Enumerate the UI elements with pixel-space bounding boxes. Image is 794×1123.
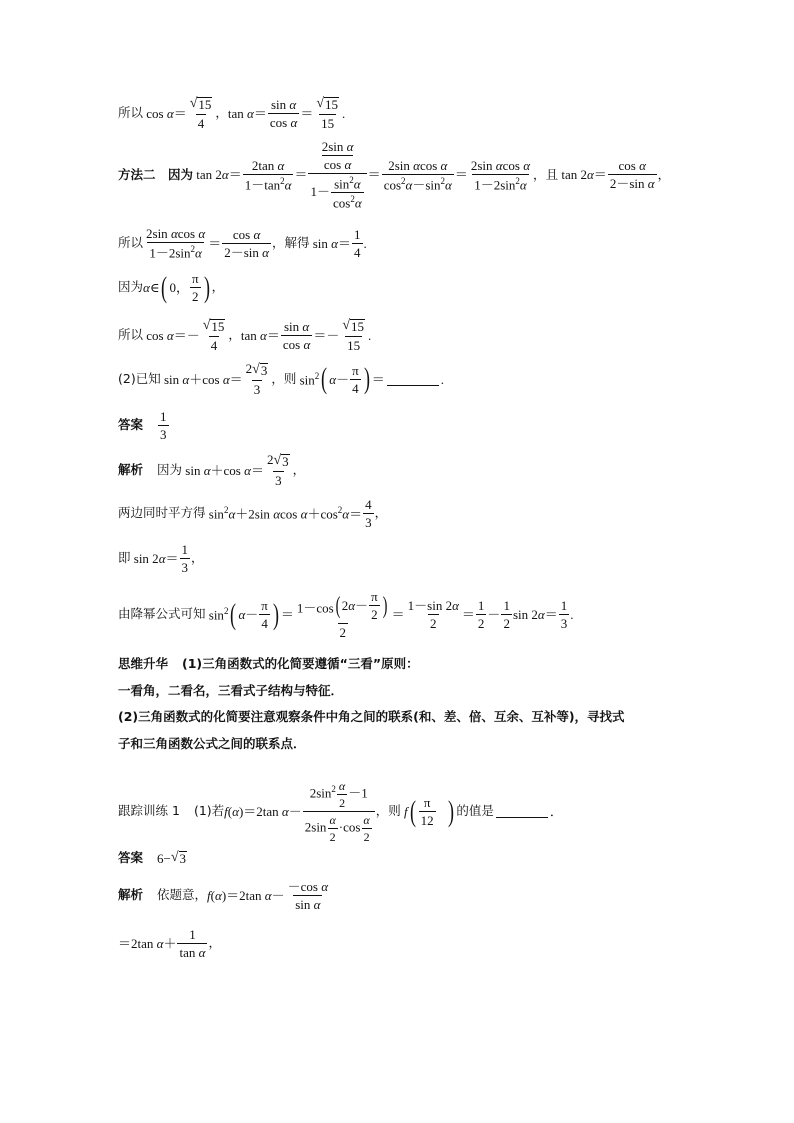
line-5: 所以 cos α＝－ √ 15 4 ， tan α＝ sin α cos α ＝－ √ 15 15 . <box>118 318 372 354</box>
track-line: 跟踪训练 1 (1)若 f (α)＝2tan α－ $2\sin^2$ $\frac{\alpha}{2}$ －1 2sin $\frac{\alpha}{2}$ ·cos $\frac{\alpha}{2}$ ， 则 f ( π 12 ) 的值是 ． <box>118 779 563 844</box>
line-11: 即 sin 2α＝ 1 3 ， <box>118 542 204 575</box>
line-10: 两边同时平方得 $\sin^2\alpha+2\sin$ αcos $\alpha+\cos^2\alpha=$ 4 3 ， <box>118 497 388 530</box>
analysis2-line: 解析 依题意， f (α)＝2tan α－ －cos α sin α <box>118 879 329 912</box>
answer-blank <box>387 373 439 386</box>
analysis2-label: 解析 <box>118 887 144 903</box>
track-label: 跟踪训练 1 <box>118 803 180 819</box>
line-1: 所以 cos α＝ √ 15 4 ， tan α＝ sin α cos α ＝ √ 15 15 . <box>118 96 346 132</box>
think-line-2: 一看角，二看名，三看式子结构与特征． <box>118 683 344 698</box>
line-3: 所以 2sin αcos α $1-2\sin^2\alpha$ ＝ cos α 2－sin α ， 解得 sin α＝ 1 4 . <box>118 226 367 261</box>
think-line-3: (2)三角函数式的化简要注意观察条件中角之间的联系(和、差、倍、互余、互补等)，寻找式 <box>118 709 625 724</box>
line-12: 由降幂公式可知 $\sin^2$ ( α － π 4 ) ＝ 1－cos ( 2 α － π 2 ) 2 ＝ 1－sin 2α 2 ＝ 1 2 － 1 2 sin 2α＝ 1 3 . <box>118 589 574 640</box>
line-6: (2)已知 sin α＋cos α＝ 2 √ 3 3 ， 则 $\sin^2$ ( α － π 4 ) ＝ . <box>118 361 444 398</box>
line-4: 因为 α ∈ ( 0， π 2 ) ， <box>118 270 225 304</box>
method-two: 方法二 因为 <box>118 166 194 182</box>
track-blank <box>496 805 548 818</box>
think-line-4: 子和三角函数公式之间的联系点． <box>118 736 306 751</box>
think-label: 思维升华 <box>118 656 169 671</box>
last-line: ＝2tan α＋ 1 tan α ， <box>118 927 221 960</box>
analysis-label: 解析 <box>118 461 144 477</box>
answer-line: 答案 1 3 <box>118 409 167 442</box>
answer-label: 答案 <box>118 417 144 433</box>
line-2: 方法二 因为 tan 2α＝ 2tan α $1-\tan^2\alpha$ ＝ $\frac{\text{2sin α}}{\text{cos α}}$ 1－ $\frac{\sin^2\alpha}{\cos^2\alpha}$ ＝ 2sin αcos α $\cos^2\alpha-\sin^2\alpha$ ＝ 2sin αcos α $1-2\sin^2\alpha$ ， 且 tan 2α＝ cos α 2－sin α ， <box>118 139 671 211</box>
answer2-label: 答案 <box>118 850 144 866</box>
text: 所以 <box>118 104 144 120</box>
think-line-1: 思维升华 (1)三角函数式的化简要遵循“三看”原则： <box>118 656 419 671</box>
answer2-line: 答案 6− √ 3 <box>118 850 187 867</box>
analysis-line: 解析 因为 sin α＋cos α＝ 2 √ 3 3 ， <box>118 452 306 489</box>
